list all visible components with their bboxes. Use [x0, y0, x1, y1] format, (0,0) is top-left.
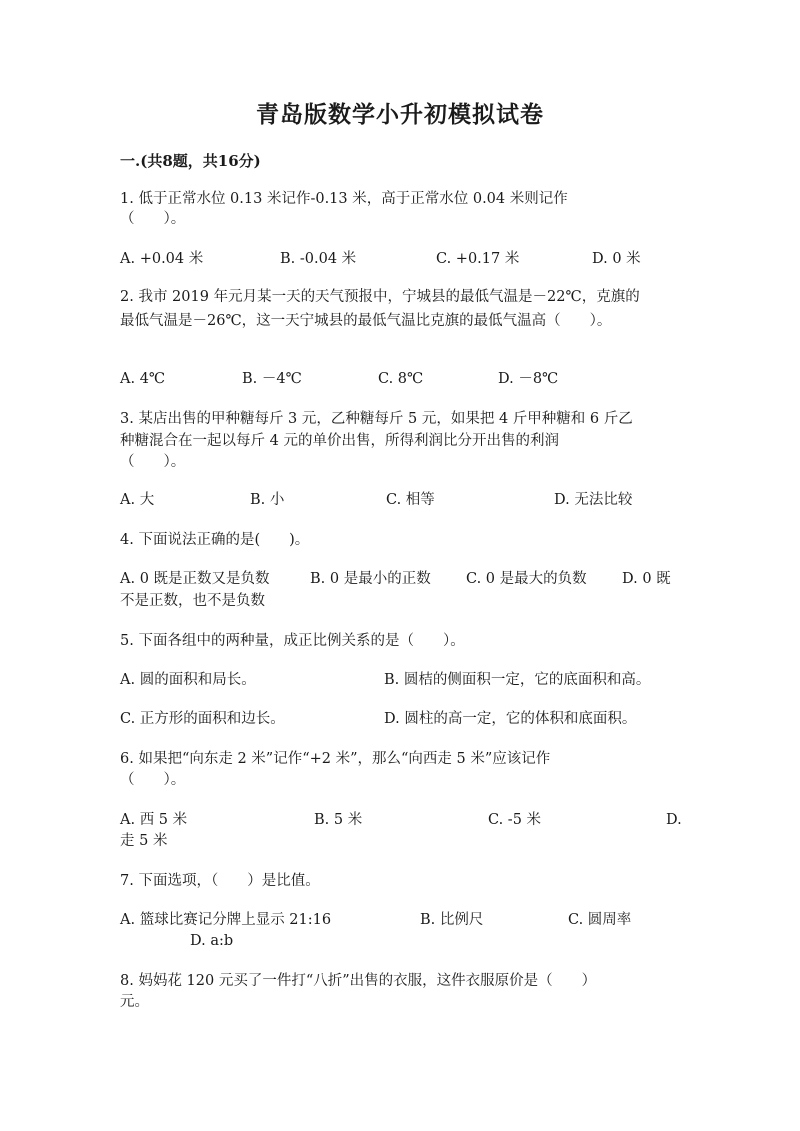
- question-4-stem: 4. 下面说法正确的是( )。: [120, 532, 310, 548]
- question-2-option-a: A. 4℃: [120, 371, 166, 387]
- question-5-option-c: C. 正方形的面积和边长。: [120, 711, 285, 727]
- question-4-option-d-continued: 不是正数，也不是负数: [120, 593, 265, 609]
- question-8-stem-line-2: 元。: [120, 994, 149, 1010]
- question-7-option-c: C. 圆周率: [568, 912, 632, 928]
- question-2-option-d: D. －8℃: [498, 371, 559, 387]
- question-1-stem-line-1: 1. 低于正常水位 0.13 米记作-0.13 米，高于正常水位 0.04 米则记作: [120, 191, 568, 207]
- question-2-option-b: B. －4℃: [242, 371, 302, 387]
- question-3-stem-line-1: 3. 某店出售的甲种糖每斤 3 元，乙种糖每斤 5 元，如果把 4 斤甲种糖和 6 斤乙: [120, 411, 633, 427]
- question-3-option-a: A. 大: [120, 492, 155, 508]
- question-4-option-d: D. 0 既: [622, 571, 671, 587]
- question-7-option-d: D. a:b: [190, 933, 234, 949]
- question-2-option-c: C. 8℃: [378, 371, 424, 387]
- question-2-stem-line-1: 2. 我市 2019 年元月某一天的天气预报中，宁城县的最低气温是－22℃，克旗的: [120, 289, 640, 305]
- question-5-option-a: A. 圆的面积和局长。: [120, 672, 256, 688]
- question-8-stem-line-1: 8. 妈妈花 120 元买了一件打“八折”出售的衣服，这件衣服原价是（ ）: [120, 973, 597, 989]
- question-4-option-c: C. 0 是最大的负数: [466, 571, 587, 587]
- question-6-option-a: A. 西 5 米: [120, 812, 188, 828]
- question-6-stem-line-2: （ ）。: [120, 772, 186, 788]
- question-6-stem-line-1: 6. 如果把“向东走 2 米”记作“+2 米”，那么“向西走 5 米”应该记作: [120, 751, 551, 767]
- question-7-stem: 7. 下面选项，（ ）是比值。: [120, 873, 320, 889]
- question-3-option-d: D. 无法比较: [554, 492, 633, 508]
- question-1-option-c: C. +0.17 米: [436, 251, 520, 267]
- question-2-stem-line-2: 最低气温是－26℃，这一天宁城县的最低气温比克旗的最低气温高（ ）。: [120, 313, 612, 329]
- question-3-option-b: B. 小: [250, 492, 285, 508]
- exam-title: 青岛版数学小升初模拟试卷: [256, 101, 544, 128]
- question-6-option-b: B. 5 米: [314, 812, 363, 828]
- question-4-option-b: B. 0 是最小的正数: [310, 571, 431, 587]
- question-3-stem-line-2: 种糖混合在一起以每斤 4 元的单价出售，所得利润比分开出售的利润: [120, 433, 559, 449]
- question-1-option-d: D. 0 米: [592, 251, 641, 267]
- question-3-stem-line-3: （ ）。: [120, 454, 186, 470]
- question-1-option-b: B. -0.04 米: [280, 251, 357, 267]
- question-7-option-b: B. 比例尺: [420, 912, 484, 928]
- question-5-stem: 5. 下面各组中的两种量，成正比例关系的是（ ）。: [120, 633, 465, 649]
- question-6-option-d: D.: [666, 812, 682, 828]
- question-6-option-d-continued: 走 5 米: [120, 833, 168, 849]
- question-1-stem-line-2: （ ）。: [120, 211, 186, 227]
- question-3-option-c: C. 相等: [386, 492, 435, 508]
- question-5-option-b: B. 圆桔的侧面积一定，它的底面积和高。: [384, 672, 651, 688]
- question-5-option-d: D. 圆柱的高一定，它的体积和底面积。: [384, 711, 637, 727]
- question-1-option-a: A. +0.04 米: [120, 251, 204, 267]
- question-7-option-a: A. 篮球比赛记分牌上显示 21:16: [120, 912, 332, 928]
- question-4-option-a: A. 0 既是正数又是负数: [120, 571, 270, 587]
- section-heading: 一.(共8题，共16分): [120, 152, 261, 170]
- question-6-option-c: C. -5 米: [488, 812, 542, 828]
